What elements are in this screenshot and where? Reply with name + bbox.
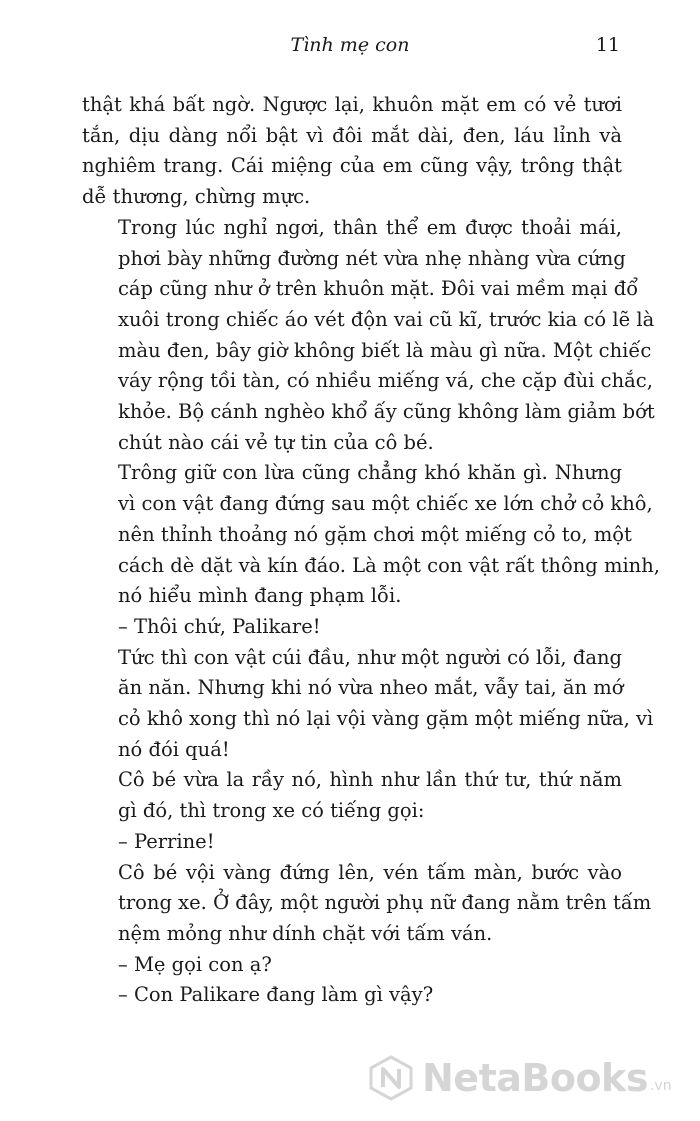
text-line: – Mẹ gọi con ạ?	[118, 952, 272, 976]
text-line: nghiêm trang. Cái miệng của em cũng vậy, trông thật	[82, 154, 622, 178]
text-line: – Thôi chứ, Palikare!	[118, 614, 321, 638]
paragraph	[82, 458, 661, 612]
text-line: cỏ khô xong thì nó lại vội vàng gặm một miếng nữa, vì	[118, 707, 654, 731]
text-line: nệm mỏng như dính chặt với tấm ván.	[118, 921, 493, 945]
paragraph	[82, 90, 622, 213]
text-line: váy rộng tồi tàn, có nhiều miếng vá, che cặp đùi chắc,	[118, 369, 653, 393]
paragraph	[82, 980, 622, 1011]
text-line: thật khá bất ngờ. Ngược lại, khuôn mặt em có vẻ tươi	[82, 93, 622, 116]
text-line: Trông giữ con lừa cũng chẳng khó khăn gì. Nhưng	[118, 461, 622, 485]
text-line: xuôi trong chiếc áo vét độn vai cũ kĩ, trước kia có lẽ là	[118, 307, 655, 331]
paragraph	[82, 213, 655, 459]
paragraph	[82, 765, 622, 826]
text-line: Tức thì con vật cúi đầu, như một người có lỗi, đang	[118, 645, 622, 669]
text-line: gì đó, thì trong xe có tiếng gọi:	[118, 799, 425, 823]
body-text	[82, 90, 661, 1011]
text-line: khỏe. Bộ cánh nghèo khổ ấy cũng không làm giảm bớt	[118, 400, 655, 424]
running-header-title: Tình mẹ con	[290, 34, 410, 56]
netabooks-logo-icon	[368, 1055, 414, 1101]
text-line: nó hiểu mình đang phạm lỗi.	[118, 584, 402, 608]
text-line: màu đen, bây giờ không biết là màu gì nữa. Một chiếc	[118, 338, 652, 362]
text-line: nó đói quá!	[118, 737, 230, 761]
paragraph	[82, 612, 622, 643]
watermark-brand: NetaBooks	[422, 1056, 648, 1100]
paragraph	[82, 827, 622, 858]
page-number: 11	[595, 34, 620, 56]
text-line: ăn năn. Nhưng khi nó vừa nheo mắt, vẫy tai, ăn mớ	[118, 676, 624, 700]
text-line: Trong lúc nghỉ ngơi, thân thể em được thoải mái,	[118, 215, 622, 239]
watermark	[368, 1050, 688, 1106]
text-line: – Con Palikare đang làm gì vậy?	[118, 983, 434, 1007]
text-line: trong xe. Ở đây, một người phụ nữ đang nằm trên tấm	[118, 891, 652, 915]
text-line: nên thỉnh thoảng nó gặm chơi một miếng cỏ to, một	[118, 522, 632, 546]
text-line: Cô bé vội vàng đứng lên, vén tấm màn, bước vào	[118, 860, 622, 884]
text-line: cách dè dặt và kín đáo. Là một con vật rất thông minh,	[118, 553, 661, 577]
paragraph	[82, 858, 652, 950]
text-line: – Perrine!	[118, 829, 215, 853]
text-line: tắn, dịu dàng nổi bật vì đôi mắt dài, đen, láu lỉnh và	[82, 123, 622, 147]
text-line: Cô bé vừa la rầy nó, hình như lần thứ tư, thứ năm	[118, 768, 622, 792]
text-line: cáp cũng như ở trên khuôn mặt. Đôi vai mềm mại đổ	[118, 277, 639, 301]
paragraph	[82, 950, 622, 981]
text-line: chút nào cái vẻ tự tin của cô bé.	[118, 430, 434, 454]
paragraph	[82, 643, 654, 766]
watermark-suffix: .vn	[649, 1078, 672, 1094]
text-line: dễ thương, chừng mực.	[82, 185, 311, 209]
text-line: phơi bày những đường nét vừa nhẹ nhàng vừa cứng	[118, 246, 626, 270]
text-line: vì con vật đang đứng sau một chiếc xe lớn chở cỏ khô,	[118, 492, 653, 516]
